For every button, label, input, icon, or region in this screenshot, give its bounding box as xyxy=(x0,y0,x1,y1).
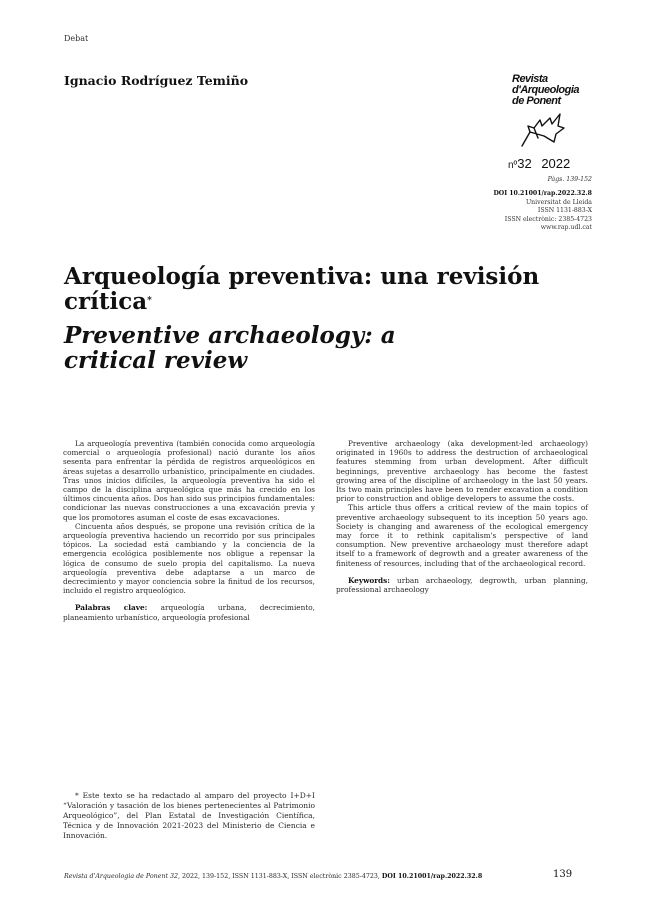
abstract-en-paragraph-2: This article thus offers a critical review of the main topics of preventive archaeology subsequent to its inception 50 years ago. Society is changing and awareness of the ecological emergency may force it to rethink capitalism's perspective of land consumption. New preventive archaeology must therefore adapt itself to a framework of degrowth and a greater awareness of the finiteness of resources, including that of the archaeological record. xyxy=(336,503,588,568)
abstract-es-paragraph-2: Cincuenta años después, se propone una revisión crítica de la arqueología preventiva haciendo un recorrido por sus principales tópicos. La sociedad está cambiando y la conciencia de la emergencia ecológica posiblemente nos obligue a repensar la lógica de consumo de suelo propia del capitalismo. La nueva arqueología preventiva debe adaptarse a un marco de decrecimiento y mayor conciencia sobre la finitud de los recursos, incluido el registro arqueológico. xyxy=(63,521,315,596)
footnote-mark[interactable]: * xyxy=(147,296,152,306)
page-number: 139 xyxy=(553,869,573,880)
journal-metadata xyxy=(493,176,592,232)
issn: ISSN 1131-883-X xyxy=(537,207,592,215)
keywords-es: Palabras clave: arqueología urbana, decrecimiento, planeamiento urbanístico, arqueología profesional xyxy=(63,603,315,622)
logo-line-1: Revista xyxy=(512,73,548,85)
logo-line-3: de Ponent xyxy=(512,95,561,107)
university: Universitat de Lleida xyxy=(525,198,592,206)
logo-line-2: d'Arqueologia xyxy=(512,84,580,96)
doi: DOI 10.21001/rap.2022.32.8 xyxy=(493,190,592,198)
abstract-english xyxy=(336,439,588,594)
issue-number: nº32 2022 xyxy=(508,156,571,171)
author-name: Ignacio Rodríguez Temiño xyxy=(64,73,249,88)
abstract-en-paragraph-1: Preventive archaeology (aka development-led archaeology) originated in 1960s to address the destruction of archaeological features stemming from urban development. After difficult beginnings, preventive archaeology has become the fastest growing area of the discipline of archaeology in the last 50 years. Its two main principles have been to render excavation a condition prior to construction and oblige developers to assume the costs. xyxy=(336,439,588,504)
pages-range: Pàgs. 139-152 xyxy=(547,176,592,183)
keywords-en: Keywords: urban archaeology, degrowth, urban planning, professional archaeology xyxy=(336,575,588,595)
abstract-es-paragraph-1: La arqueología preventiva (también conocida como arqueología comercial o arqueología profesional) nació durante los años sesenta para enfrentar la pérdida de registros arqueológicos en áreas sujetas a desarrollo urbanístico, principalmente en ciudades. Tras unos inicios difíciles, la arqueología preventiva ha sido el campo de la disciplina arqueológica que más ha crecido en los últimos cincuenta años. Dos han sido sus principios fundamentales: condicionar las nuevas construcciones a una excavación previa y que los promotores asuman el coste de esas excavaciones. xyxy=(63,439,315,522)
footnote: * Este texto se ha redactado al amparo del proyecto I+D+I “Valoración y tasación de los bienes pertenecientes al Patrimonio Arqueológico”, del Plan Estatal de Investigación Científica, Técnica y de Innovación 2021-2023 del Ministerio de Ciencia e Innovación. xyxy=(63,791,315,840)
title-english: Preventive archaeology: a critical review xyxy=(64,322,396,374)
section-label: Debat xyxy=(64,34,89,43)
journal-logo xyxy=(506,70,592,164)
page-footer: Revista d'Arqueologia de Ponent 32, 2022, 139-152, ISSN 1131-883-X, ISSN electrònic 2385-4723, DOI 10.21001/rap.2022.32.8 xyxy=(64,873,483,880)
title-spanish: Arqueología preventiva: una revisión crítica* xyxy=(64,263,540,315)
issn-electronic: ISSN electrònic: 2385-4723 xyxy=(504,215,592,223)
journal-url[interactable]: www.rap.udl.cat xyxy=(540,224,592,232)
abstract-spanish xyxy=(63,439,315,622)
wolf-logo-icon xyxy=(516,112,568,148)
